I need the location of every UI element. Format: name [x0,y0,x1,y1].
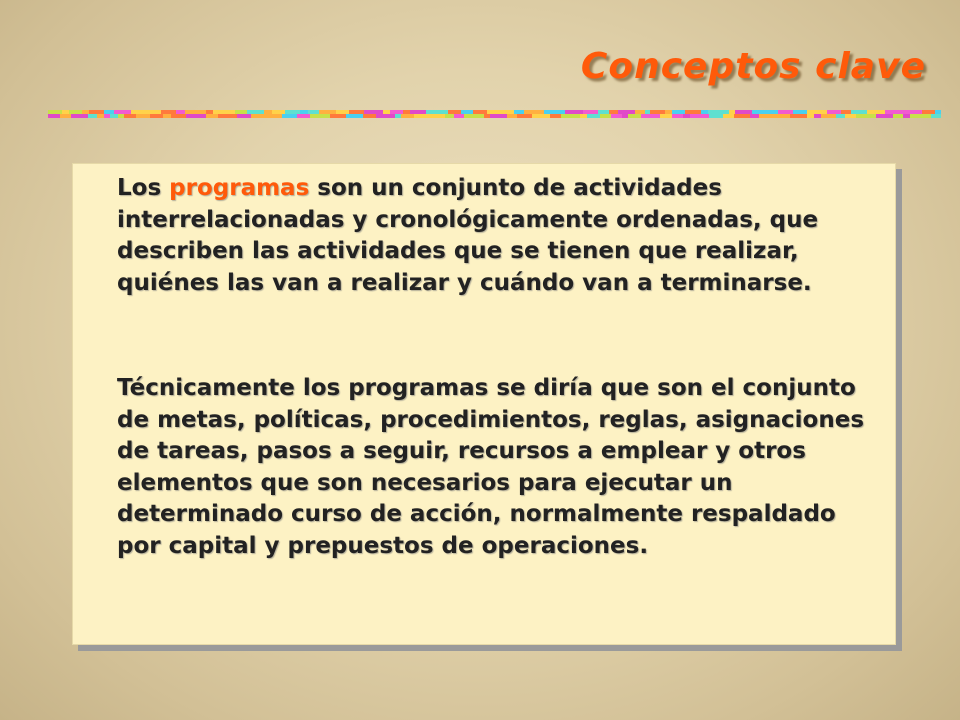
divider-segment [561,114,580,118]
divider-segment [550,114,561,118]
divider-segment [641,114,660,118]
divider-segment [931,114,941,118]
divider-segment [60,114,71,118]
divider-segment [876,114,894,118]
divider-segment [856,114,876,118]
divider-segment [268,114,282,118]
paragraph-definition-start: Los [117,175,170,201]
slide-title: Conceptos clave [580,46,926,87]
divider-segment [429,114,445,118]
divider-segment [163,114,170,118]
divider-segment [490,114,498,118]
divider-segment [734,114,751,118]
divider-segment [498,114,507,118]
decorative-divider [48,110,941,118]
divider-segment [903,114,910,118]
divider-segment [346,114,363,118]
paragraph-technical: Técnicamente los programas se diría que son el conjunto de metas, políticas, procedimientos, reglas, asignaciones de tareas, pasos a seguir, recursos a emplear y otros elementos que son necesarios para ejecutar un determinado curso de acción, normalmente respaldado por capital y prepuestos de operaciones. [117,375,865,559]
divider-segment [683,114,690,118]
paragraph-definition-rest: son un conjunto de actividades interrelacionadas y cronológicamente ordenadas, que describen las actividades que se tienen que realizar, quiénes las van a realizar y cuándo van a terminarse. [117,175,819,296]
divider-segment [814,114,821,118]
divider-segment [363,114,376,118]
divider-segment [401,114,414,118]
divider-segment [517,114,532,118]
divider-segment [251,114,269,118]
divider-segment [507,114,517,118]
divider-segment [690,114,709,118]
divider-segment [124,114,136,118]
divider-segment [237,114,250,118]
divider-segment [778,114,789,118]
divider-segment [672,114,683,118]
divider-segment [845,114,855,118]
divider-segment [821,114,836,118]
divider-segment [206,114,219,118]
divider-segment [790,114,808,118]
divider-segment [48,114,60,118]
divider-segment [807,114,814,118]
divider-segment [297,114,309,118]
divider-segment [136,114,150,118]
divider-segment [709,114,723,118]
divider-segment [414,114,430,118]
content-box [72,163,896,645]
divider-segment [454,114,464,118]
divider-segment [580,114,587,118]
divider-segment [600,114,612,118]
divider-segment [836,114,846,118]
divider-segment [910,114,930,118]
divider-segment [150,114,164,118]
divider-segment [445,114,453,118]
divider-segment [171,114,187,118]
divider-segment [218,114,237,118]
paragraph-definition [117,173,877,299]
divider-segment [186,114,206,118]
divider-segment [464,114,484,118]
divider-segment [532,114,550,118]
divider-segment [611,114,622,118]
divider-segment [587,114,600,118]
divider-segment [376,114,395,118]
divider-segment [110,114,118,118]
divider-segment [893,114,903,118]
divider-segment [330,114,346,118]
divider-segment [71,114,88,118]
divider-segment [750,114,759,118]
divider-segment [660,114,672,118]
keyword-programas: programas [169,175,310,201]
divider-segment [723,114,734,118]
divider-segment [628,114,640,118]
divider-segment [310,114,331,118]
divider-segment [88,114,97,118]
divider-segment [282,114,297,118]
divider-segment [759,114,778,118]
